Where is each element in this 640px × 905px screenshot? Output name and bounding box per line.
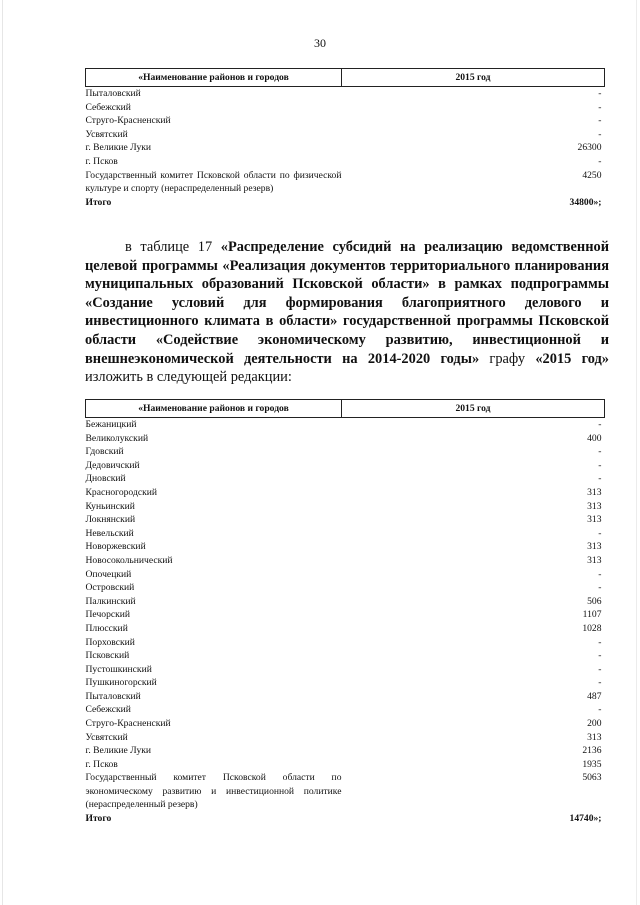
subsidy-value: - xyxy=(598,677,602,689)
district-name: Пыталовский xyxy=(85,88,141,99)
table-row xyxy=(86,101,605,115)
table-row xyxy=(86,771,605,812)
scan-edge-left xyxy=(2,0,3,905)
table-row xyxy=(86,744,605,758)
district-name: Псковский xyxy=(85,650,130,662)
district-name: Плюсский xyxy=(85,622,128,634)
subsidy-value: - xyxy=(598,88,602,99)
district-name: г. Псков xyxy=(85,155,118,167)
subsidy-value: 4250 xyxy=(582,169,602,181)
table-row xyxy=(86,169,605,196)
table-row xyxy=(86,636,605,650)
subsidy-value: - xyxy=(598,473,602,485)
table-row xyxy=(86,622,605,636)
subsidy-value: 26300 xyxy=(577,142,602,154)
subsidy-value: - xyxy=(598,650,602,662)
subsidy-value: - xyxy=(598,419,602,430)
table-row xyxy=(86,486,605,500)
table-row xyxy=(86,432,605,446)
amendment-paragraph xyxy=(85,238,609,387)
district-name: г. Псков xyxy=(85,758,118,770)
district-name: Себежский xyxy=(85,704,131,716)
district-name: Новосокольнический xyxy=(85,554,173,566)
table-header-row xyxy=(86,400,605,418)
total-row xyxy=(86,812,605,826)
subsidy-value: - xyxy=(598,115,602,127)
table-row xyxy=(86,128,605,142)
table-row xyxy=(86,554,605,568)
subsidy-value: - xyxy=(598,636,602,648)
table-row xyxy=(86,703,605,717)
column-header-district: «Наименование районов и городов xyxy=(86,69,342,87)
subsidy-value: - xyxy=(598,663,602,675)
page-number: 30 xyxy=(314,36,326,50)
subsidy-value: 200 xyxy=(587,718,602,730)
district-name: Локнянский xyxy=(85,514,136,526)
district-name: г. Великие Луки xyxy=(85,745,152,757)
subsidy-value: - xyxy=(598,582,602,594)
district-name: Усвятский xyxy=(85,128,128,140)
district-name: Государственный комитет Псковской области по физической культуре и спорту (нераспределенный резерв) xyxy=(85,169,342,194)
subsidy-value: 313 xyxy=(587,731,602,743)
table-row xyxy=(86,155,605,169)
district-name: Пыталовский xyxy=(85,690,141,702)
table-row xyxy=(86,527,605,541)
table-row xyxy=(86,649,605,663)
table-row xyxy=(86,731,605,745)
column-header-district: «Наименование районов и городов xyxy=(86,400,342,418)
subsidy-value: 1107 xyxy=(582,609,602,621)
district-name: Великолукский xyxy=(85,432,149,444)
table-row xyxy=(86,690,605,704)
district-name: Усвятский xyxy=(85,731,128,743)
subsidy-value: 313 xyxy=(587,514,602,526)
district-name: г. Великие Луки xyxy=(85,142,152,154)
subsidy-value: - xyxy=(598,101,602,113)
subsidy-value: 2136 xyxy=(582,745,602,757)
subsidy-value: 487 xyxy=(587,690,602,702)
district-name: Невельский xyxy=(85,527,134,539)
paragraph-middle: графу xyxy=(479,350,536,367)
district-name: Струго-Красненский xyxy=(85,718,171,730)
subsidy-value: 313 xyxy=(587,554,602,566)
district-name: Опочецкий xyxy=(85,568,132,580)
subsidy-value: 400 xyxy=(587,432,602,444)
table-row xyxy=(86,141,605,155)
total-value: 34800»; xyxy=(569,196,602,208)
subsidy-value: - xyxy=(598,459,602,471)
table-row xyxy=(86,540,605,554)
district-name: Струго-Красненский xyxy=(85,115,171,127)
subsidy-value: 506 xyxy=(587,595,602,607)
table-row xyxy=(86,663,605,677)
district-name: Печорский xyxy=(85,609,131,621)
subsidy-value: - xyxy=(598,155,602,167)
table-row xyxy=(86,676,605,690)
subsidy-value: 1935 xyxy=(582,758,602,770)
table-row xyxy=(86,581,605,595)
district-name: Пушкиногорский xyxy=(85,677,157,689)
district-name: Гдовский xyxy=(85,446,124,458)
subsidy-table-planning xyxy=(85,399,605,826)
subsidy-value: 313 xyxy=(587,541,602,553)
table-row xyxy=(86,513,605,527)
subsidy-value: - xyxy=(598,704,602,716)
district-name: Палкинский xyxy=(85,595,136,607)
table-row xyxy=(86,472,605,486)
table-row xyxy=(86,608,605,622)
table-row xyxy=(86,418,605,432)
table-row xyxy=(86,114,605,128)
subsidy-value: 5063 xyxy=(582,772,602,784)
district-name: Дновский xyxy=(85,473,126,485)
district-name: Себежский xyxy=(85,101,131,113)
table-row xyxy=(86,595,605,609)
subsidy-value: - xyxy=(598,446,602,458)
total-label: Итого xyxy=(85,196,112,208)
paragraph-table-title: «Распределение субсидий на реализацию ведомственной целевой программы «Реализация документов территориального планирования муниципальных образований Псковской области» в рамках подпрограммы «Создание условий для формирования благоприятного делового и инвестиционного климата в области» государственной программы Псковской области «Содействие экономическому развитию, инвестиционной и внешнеэкономической деятельности на 2014-2020 годы» xyxy=(85,239,609,367)
subsidy-value: 313 xyxy=(587,486,602,498)
subsidy-value: - xyxy=(598,128,602,140)
total-row xyxy=(86,196,605,210)
scan-edge-right xyxy=(636,0,637,905)
district-name: Дедовичский xyxy=(85,459,140,471)
subsidy-value: - xyxy=(598,527,602,539)
subsidy-value: 1028 xyxy=(582,622,602,634)
paragraph-intro: в таблице 17 xyxy=(125,239,221,255)
district-name: Красногородский xyxy=(85,486,158,498)
table-row xyxy=(86,758,605,772)
table-row xyxy=(86,445,605,459)
district-name: Пустошкинский xyxy=(85,663,152,675)
paragraph-ending: изложить в следующей редакции: xyxy=(85,369,292,386)
table-row xyxy=(86,87,605,101)
district-name: Государственный комитет Псковской области по экономическому развитию и инвестиционной политике (нераспределенный резерв) xyxy=(85,772,342,810)
district-name: Новоржевский xyxy=(85,541,146,553)
subsidy-value: - xyxy=(598,568,602,580)
column-header-year: 2015 год xyxy=(342,69,605,87)
paragraph-column-name: «2015 год» xyxy=(535,350,609,367)
table-row xyxy=(86,459,605,473)
table-row xyxy=(86,717,605,731)
district-name: Порховский xyxy=(85,636,135,648)
total-label: Итого xyxy=(85,813,112,825)
subsidy-value: 313 xyxy=(587,500,602,512)
table-row xyxy=(86,568,605,582)
table-row xyxy=(86,500,605,514)
district-name: Куньинский xyxy=(85,500,135,512)
district-name: Островский xyxy=(85,582,135,594)
column-header-year: 2015 год xyxy=(342,400,605,418)
table-header-row xyxy=(86,69,605,87)
total-value: 14740»; xyxy=(569,813,602,825)
district-name: Бежаницкий xyxy=(85,419,137,430)
subsidy-table-sport xyxy=(85,68,605,210)
